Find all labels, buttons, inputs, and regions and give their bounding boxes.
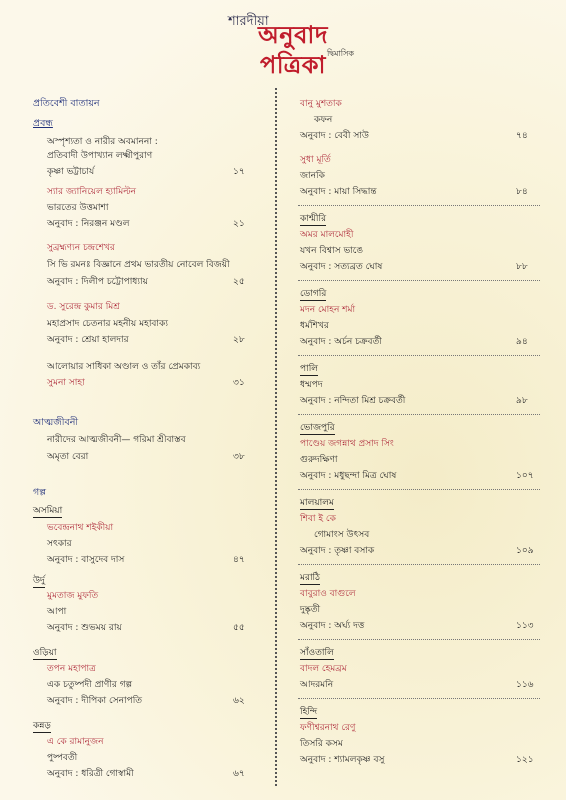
page-number: ২৫	[233, 277, 245, 287]
masthead-frequency: দ্বিমাসিক	[327, 49, 354, 58]
entry-translator: অনুবাদ : শ্রেয়া হালদার	[47, 335, 129, 345]
entry-title: দুষ্কৃতী	[300, 605, 321, 615]
language-heading: সাঁওতালি	[300, 648, 334, 658]
language-heading: ভোজপুরি	[300, 423, 335, 433]
entry-author: তপন মহাপাত্র	[47, 664, 96, 674]
entry-title: গুরুদক্ষিণা	[300, 455, 338, 465]
section-separator	[298, 639, 540, 640]
entry-title: তিসরি কসম	[300, 739, 343, 749]
entry-translator: অনুবাদ : মধুছন্দা মিত্র ঘোষ	[300, 471, 397, 481]
language-heading: কন্নড়	[33, 721, 51, 731]
language-heading: মালয়ালম	[300, 498, 334, 508]
entry-author: বাবুরাও বাগুলে	[300, 589, 356, 599]
entry-author: সুব্রহ্মণ্যন চন্দ্রশেখর	[47, 243, 115, 253]
section-separator	[298, 564, 540, 565]
entry-translator: অনুবাদ : শুভময় রায়	[47, 623, 122, 633]
entry-translator: অনুবাদ : মায়া সিদ্ধান্ত	[300, 187, 377, 197]
section-heading: গল্প	[33, 487, 47, 498]
entry-author: সুমনা সাহা	[47, 378, 85, 388]
page-number: ১০৭	[516, 471, 534, 481]
page-number: ৮৮	[516, 262, 528, 272]
page-number: ৭৪	[516, 131, 528, 141]
page-number: ১০৯	[516, 546, 534, 556]
entry-author: অমর মালমোহী	[300, 230, 354, 240]
entry-translator: অনুবাদ : দীপিকা সেনাপতি	[47, 696, 143, 706]
entry-title: ধম্মপদ	[300, 380, 323, 390]
entry-translator: অনুবাদ : অর্ঘ্য দত্ত	[300, 621, 365, 631]
page-number: ১৭	[233, 167, 245, 177]
language-heading: পালি	[300, 364, 318, 374]
section-separator	[298, 414, 540, 415]
entry-title: যখন বিশ্বাস ভাঙে	[300, 246, 363, 256]
masthead-pre-title: শারদীয়া	[228, 14, 269, 29]
entry-title: পুষ্পবতী	[47, 753, 78, 763]
entry-title: ধর্মশিখর	[300, 321, 329, 331]
section-separator	[298, 280, 540, 281]
entry-translator: অনুবাদ : নন্দিতা মিশ্র চক্রবর্তী	[300, 396, 406, 406]
section-heading: প্রতিবেশী বাতায়ন	[33, 98, 100, 109]
entry-title: সৎকার	[47, 539, 72, 549]
page-number: ১২১	[516, 755, 534, 765]
entry-translator: অনুবাদ : বেবী সাউ	[300, 131, 369, 141]
page-number: ১১৬	[516, 680, 534, 690]
language-heading: হিন্দি	[300, 707, 318, 717]
entry-author: সুধা মূর্তি	[300, 155, 331, 165]
section-separator	[298, 698, 540, 699]
entry-author: স্যার জ্যানিয়েল হ্যামিল্টন	[47, 187, 137, 197]
entry-translator: অনুবাদ : ধরিত্রী গোস্বামী	[47, 769, 134, 779]
page-number: ২৮	[233, 335, 245, 345]
page-number: ৬২	[233, 696, 245, 706]
entry-author: ফণীশ্বরনাথ রেণু	[300, 723, 356, 733]
entry-title: আদরমনি	[300, 680, 334, 690]
entry-translator: অনুবাদ : সত্যব্রত ঘোষ	[300, 262, 383, 272]
column-divider	[275, 88, 277, 786]
entry-translator: অনুবাদ : দিলীপ চট্টোপাধ্যায়	[47, 277, 148, 287]
page-number: ৩১	[233, 378, 245, 388]
language-heading: উর্দু	[33, 576, 45, 586]
entry-title: অস্পৃশ্যতা ও নারীর অবমাননা :	[47, 137, 158, 147]
page-number: ৯৮	[516, 396, 528, 406]
entry-translator: অনুবাদ : বাসুদেব দাস	[47, 555, 125, 565]
page-number: ৫৫	[233, 623, 245, 633]
entry-title: আপা	[47, 607, 67, 617]
entry-author: বাদল হেমব্রম	[300, 664, 347, 674]
entry-author: মুমতাজ মুফতি	[47, 591, 99, 601]
section-separator	[298, 205, 540, 206]
entry-title: নারীদের আত্মজীবনী— গরিমা শ্রীবাস্তব	[47, 435, 186, 445]
section-heading: আত্মজীবনী	[33, 417, 79, 428]
entry-title: সি ভি রমনঃ বিজ্ঞানে প্রথম ভারতীয় নোবেল বিজয়ী	[47, 260, 230, 270]
language-heading: কাশ্মীরি	[300, 214, 327, 224]
language-heading: ডোগরি	[300, 289, 327, 299]
entry-author: ড. সুরেন্দ্র কুমার মিশ্র	[47, 302, 120, 312]
entry-author: কৃষ্ণা ভট্টাচার্য	[47, 167, 95, 177]
subsection-heading: প্রবন্ধ	[33, 118, 53, 129]
entry-title: গোমাংস উৎসব	[314, 530, 370, 540]
language-heading: ওড়িয়া	[33, 648, 57, 658]
entry-translator: অনুবাদ : নিরঞ্জন মণ্ডল	[47, 219, 130, 229]
page-number: ৩৮	[233, 452, 245, 462]
entry-title: ভারতের উত্তমাশা	[47, 203, 109, 213]
entry-author: মদন মোহন শর্মা	[300, 305, 356, 315]
page-number: ৮৪	[516, 187, 528, 197]
toc-right-column	[280, 0, 566, 800]
page-number: ২১	[233, 219, 245, 229]
entry-translator: অনুবাদ : শ্যামলকৃষ্ণ বসু	[300, 755, 385, 765]
language-heading: অসমিয়া	[33, 506, 63, 516]
entry-translator: অনুবাদ : অর্চন চক্রবর্তী	[300, 337, 382, 347]
toc-left-column	[0, 0, 275, 800]
section-separator	[298, 355, 540, 356]
page-number: ৬৭	[233, 769, 245, 779]
entry-author: এ কে রামানুজন	[47, 737, 104, 747]
page-number: ১১৩	[516, 621, 534, 631]
language-heading: মরাঠি	[300, 573, 320, 583]
page-number: ৪৭	[233, 555, 245, 565]
entry-title: প্রতিবাদী উপাখ্যান লক্ষ্মীপুরাণ	[47, 151, 153, 161]
entry-translator: অমৃতা বেরা	[47, 452, 89, 462]
entry-author: শিবা ই কে	[300, 514, 336, 524]
entry-title: এক চতুষ্পদী প্রাণীর গল্প	[47, 680, 133, 690]
entry-title: আলোয়ার সাধিকা অণ্ডাল ও তাঁর প্রেমকাব্য	[47, 362, 201, 372]
entry-title: মহাপ্রসাদ চেতনার মহনীয় মহাবাক্য	[47, 319, 168, 329]
entry-translator: অনুবাদ : তৃষ্ণা বসাক	[300, 546, 375, 556]
entry-author: পাণ্ডেয় জগন্নাথ প্রসাদ সিং	[300, 439, 394, 449]
entry-author: ভবেন্দ্রনাথ শইকীয়া	[47, 523, 114, 533]
entry-author: বানু মুশতাক	[300, 99, 342, 109]
entry-title: জানকি	[300, 171, 325, 181]
entry-title: কফন	[314, 115, 333, 125]
section-separator	[298, 489, 540, 490]
page-number: ৯৪	[516, 337, 528, 347]
magazine-logo: অনুবাদ পত্রিকা	[257, 21, 329, 79]
